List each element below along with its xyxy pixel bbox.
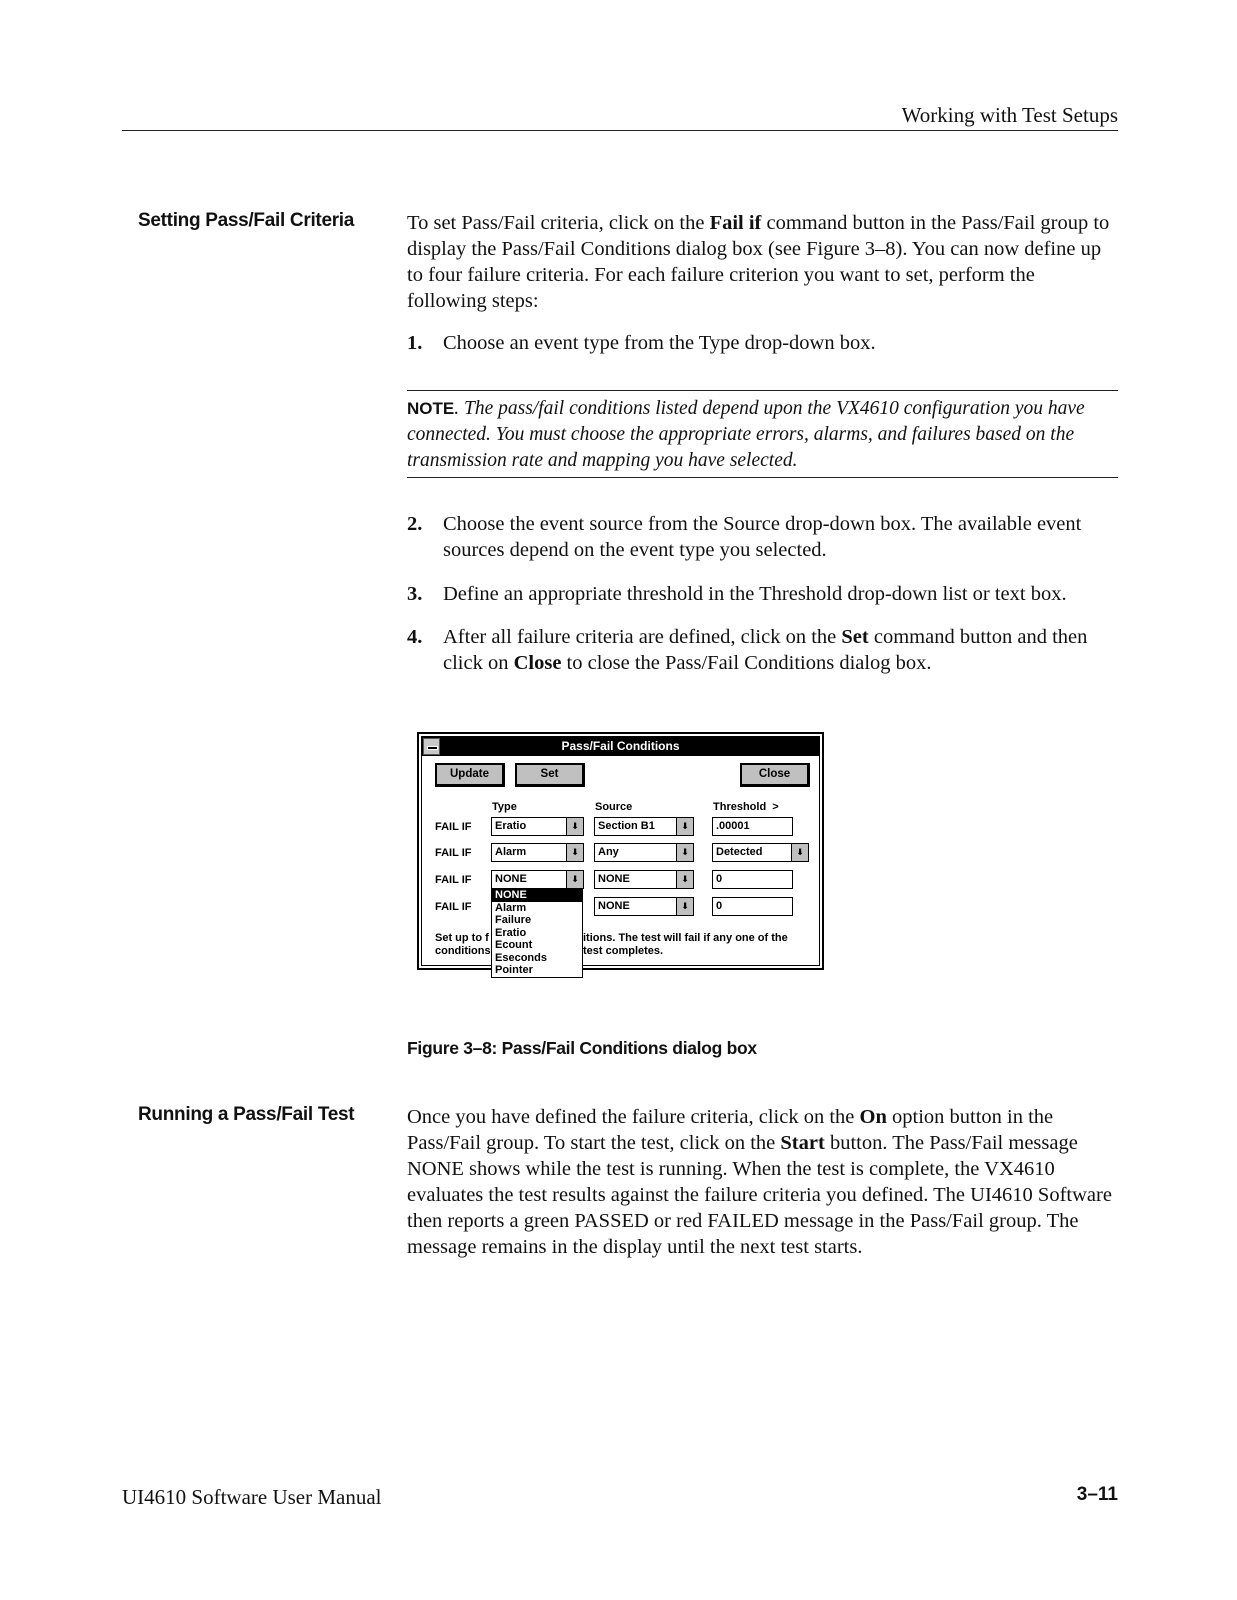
threshold-field-3[interactable]: 0 [712,870,793,889]
running-header: Working with Test Setups [901,103,1118,127]
header-rule [122,130,1118,131]
step-text: Choose an event type from the Type drop-down box. [443,332,876,354]
fail-if-label: FAIL IF [435,847,472,859]
system-menu-icon[interactable] [423,738,440,755]
dropdown-arrow-icon[interactable]: ⬇ [566,844,583,861]
step-1 [407,330,1119,356]
update-button[interactable]: Update [435,763,505,787]
step-text: After all failure criteria are defined, click on the Set command button and then click on Close to close the Pass/Fail Conditions dialog box. [443,626,1088,674]
dropdown-option[interactable]: Eseconds [495,951,547,964]
dropdown-arrow-icon[interactable]: ⬇ [566,818,583,835]
step-number: 3. [407,583,423,605]
close-button[interactable]: Close [740,763,810,787]
fail-if-label: FAIL IF [435,821,472,833]
page-number: 3–11 [1076,1484,1118,1505]
note-label: NOTE [407,399,455,418]
section-heading-pass-fail-criteria: Setting Pass/Fail Criteria [138,210,355,231]
hint-text-right: itions. The test will fail if any one of the test completes. [583,932,788,957]
threshold-field-1[interactable]: .00001 [712,817,793,836]
source-combo-1[interactable]: Section B1 ⬇ [594,817,694,836]
dropdown-arrow-icon[interactable]: ⬇ [676,871,693,888]
type-column-header: Type [492,801,517,813]
type-combo-3[interactable]: NONE ⬇ [491,870,584,889]
source-combo-3[interactable]: NONE ⬇ [594,870,694,889]
hint-text-left: Set up to f conditions [435,932,491,957]
threshold-column-header: Threshold > [713,801,779,813]
note-text: . The pass/fail conditions listed depend upon the VX4610 configuration you have connected. You must choose the appropriate errors, alarms, and failures based on the transmission rate and mapping you have selected. [407,398,1085,471]
step-text: Define an appropriate threshold in the Threshold drop-down list or text box. [443,583,1067,605]
type-combo-2[interactable]: Alarm ⬇ [491,843,584,862]
threshold-field-4[interactable]: 0 [712,897,793,916]
intro-paragraph: To set Pass/Fail criteria, click on the Fail if command button in the Pass/Fail group to display the Pass/Fail Conditions dialog box (see Figure 3–8). You can now define up to four failure criteria. For each failure criterion you want to set, perform the following steps: [407,212,1110,312]
step-3 [407,581,1119,607]
source-combo-4[interactable]: NONE ⬇ [594,897,694,916]
footer-manual-title: UI4610 Software User Manual [122,1485,382,1509]
step-text: Choose the event source from the Source drop-down box. The available event sources depend on the event type you selected. [443,513,1082,561]
pass-fail-conditions-dialog [417,732,824,976]
step-number: 4. [407,626,423,648]
threshold-combo-2[interactable]: Detected ⬇ [712,843,809,862]
dropdown-option[interactable]: Pointer [495,964,533,976]
step-number: 1. [407,332,423,354]
type-combo-1[interactable]: Eratio ⬇ [491,817,584,836]
dropdown-arrow-icon[interactable]: ⬇ [676,898,693,915]
fail-if-label: FAIL IF [435,874,472,886]
set-button[interactable]: Set [515,763,585,787]
note-bottom-rule [407,477,1118,478]
dropdown-arrow-icon[interactable]: ⬇ [566,871,583,888]
note-block [407,396,1119,474]
step-number: 2. [407,513,423,535]
section-heading-running-test: Running a Pass/Fail Test [138,1104,355,1125]
dropdown-option[interactable]: Failure [495,914,532,926]
dialog-frame [421,736,820,976]
dialog-titlebar: Pass/Fail Conditions [422,737,819,756]
source-column-header: Source [595,801,633,813]
note-top-rule [407,390,1118,391]
step-2 [407,511,1119,563]
source-combo-2[interactable]: Any ⬇ [594,843,694,862]
dropdown-option[interactable]: Alarm [495,901,527,914]
fail-if-label: FAIL IF [435,901,472,913]
dropdown-option[interactable]: NONE [492,889,582,902]
dropdown-option[interactable]: Ecount [495,939,533,951]
running-test-paragraph: Once you have defined the failure criteria, click on the On option button in the Pass/Fail group. To start the test, click on the Start button. The Pass/Fail message NONE shows while the test is running. When the test is complete, the VX4610 evaluates the test results against the failure criteria you defined. The UI4610 Software then reports a green PASSED or red FAILED message in the Pass/Fail group. The message remains in the display until the next test starts. [407,1106,1112,1258]
dropdown-arrow-icon[interactable]: ⬇ [791,844,808,861]
figure-caption: Figure 3–8: Pass/Fail Conditions dialog box [407,1038,757,1058]
dropdown-arrow-icon[interactable]: ⬇ [676,844,693,861]
step-4 [407,624,1119,676]
dropdown-option[interactable]: Eratio [495,926,527,939]
type-dropdown-list[interactable] [491,888,583,978]
dropdown-arrow-icon[interactable]: ⬇ [676,818,693,835]
